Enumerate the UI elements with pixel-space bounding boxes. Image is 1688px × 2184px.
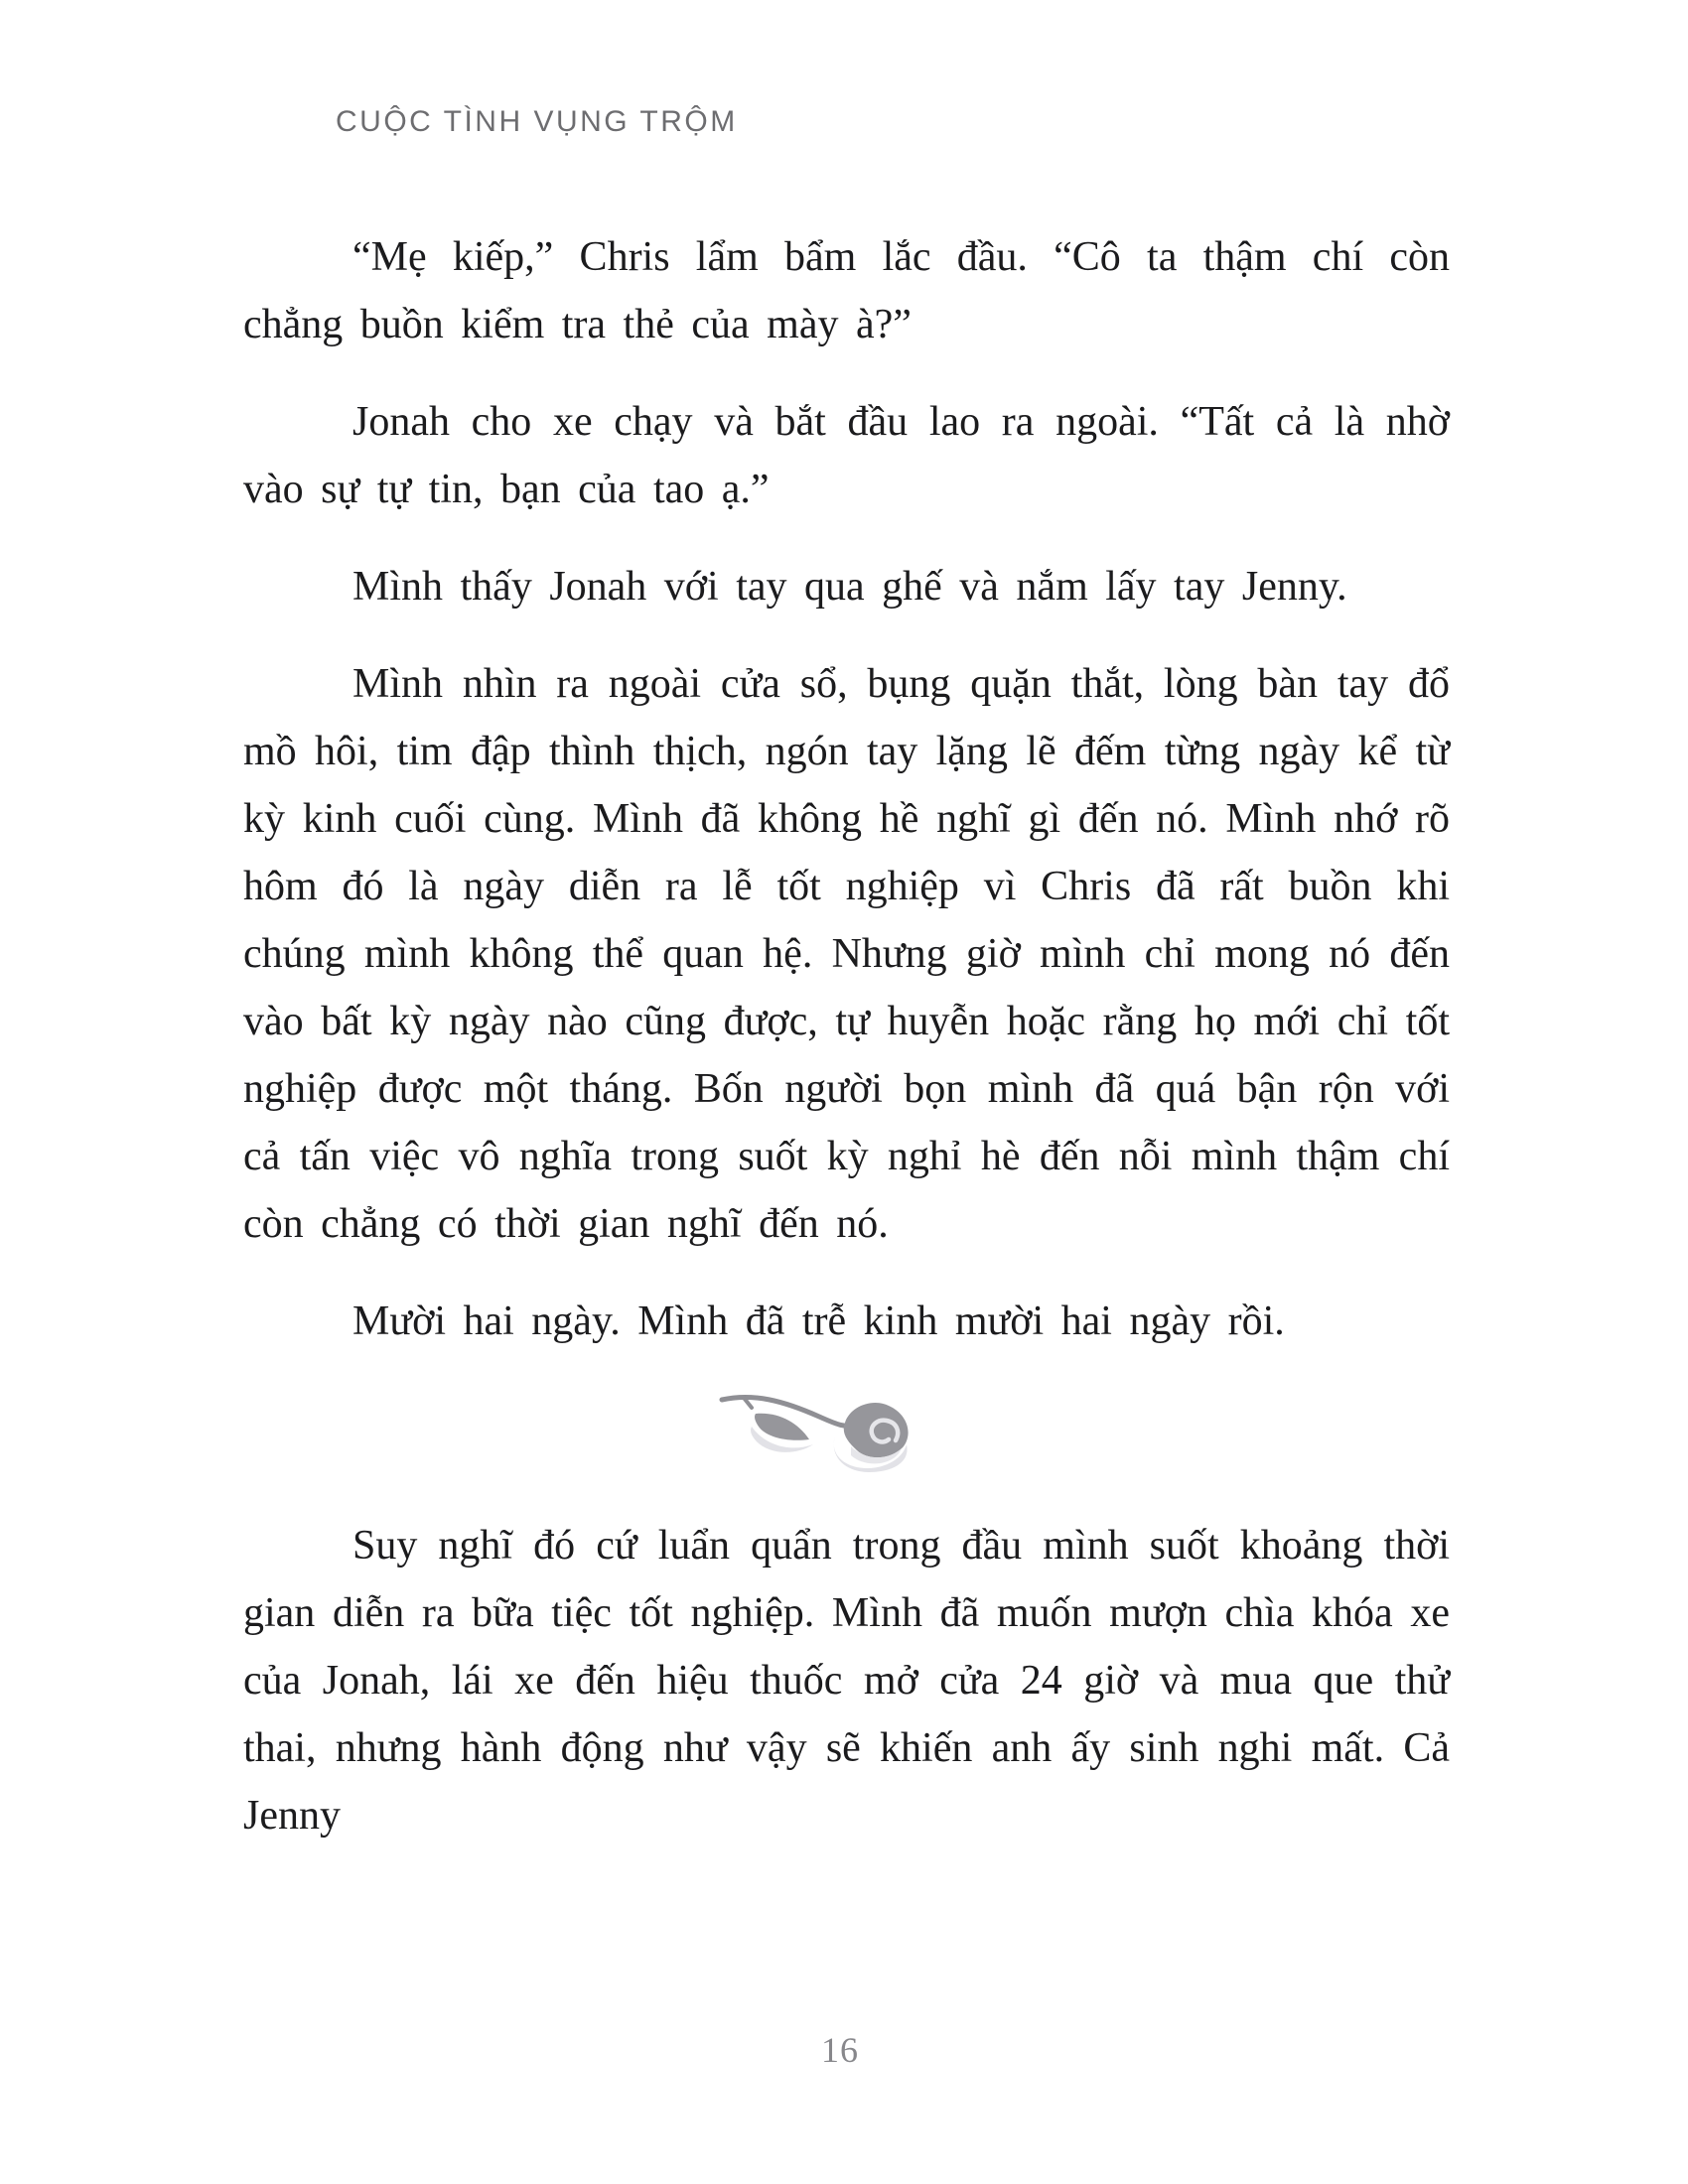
rose-ornament-image [718, 1385, 916, 1472]
body-text-block [243, 223, 1450, 1879]
running-head-title: CUỘC TÌNH VỤNG TRỘM [336, 105, 738, 138]
page-number: 16 [821, 2030, 859, 2070]
paragraph: Mình thấy Jonah với tay qua ghế và nắm lấy tay Jenny. [352, 564, 1347, 610]
rose-icon [718, 1385, 916, 1472]
paragraph: Suy nghĩ đó cứ luẩn quẩn trong đầu mình suốt khoảng thời gian diễn ra bữa tiệc tốt nghiệp. Mình đã muốn mượn chìa khóa xe của Jonah, lái xe đến hiệu thuốc mở cửa 24 giờ và mua que thử thai, nhưng hành động như vậy sẽ khiến anh ấy sinh nghi mất. Cả Jenny [243, 1523, 1450, 1839]
paragraph: Mình nhìn ra ngoài cửa sổ, bụng quặn thắt, lòng bàn tay đổ mồ hôi, tim đập thình thịch, ngón tay lặng lẽ đếm từng ngày kể từ kỳ kinh cuối cùng. Mình đã không hề nghĩ gì đến nó. Mình nhớ rõ hôm đó là ngày diễn ra lễ tốt nghiệp vì Chris đã rất buồn khi chúng mình không thể quan hệ. Nhưng giờ mình chỉ mong nó đến vào bất kỳ ngày nào cũng được, tự huyễn hoặc rằng họ mới chỉ tốt nghiệp được một tháng. Bốn người bọn mình đã quá bận rộn với cả tấn việc vô nghĩa trong suốt kỳ nghỉ hè đến nỗi mình thậm chí còn chẳng có thời gian nghĩ đến nó. [243, 661, 1450, 1247]
paragraph: Jonah cho xe chạy và bắt đầu lao ra ngoài. “Tất cả là nhờ vào sự tự tin, bạn của tao ạ.” [243, 399, 1450, 512]
paragraph: “Mẹ kiếp,” Chris lẩm bẩm lắc đầu. “Cô ta thậm chí còn chẳng buồn kiểm tra thẻ của mày à?” [243, 234, 1450, 347]
paragraph: Mười hai ngày. Mình đã trễ kinh mười hai ngày rồi. [352, 1298, 1285, 1344]
